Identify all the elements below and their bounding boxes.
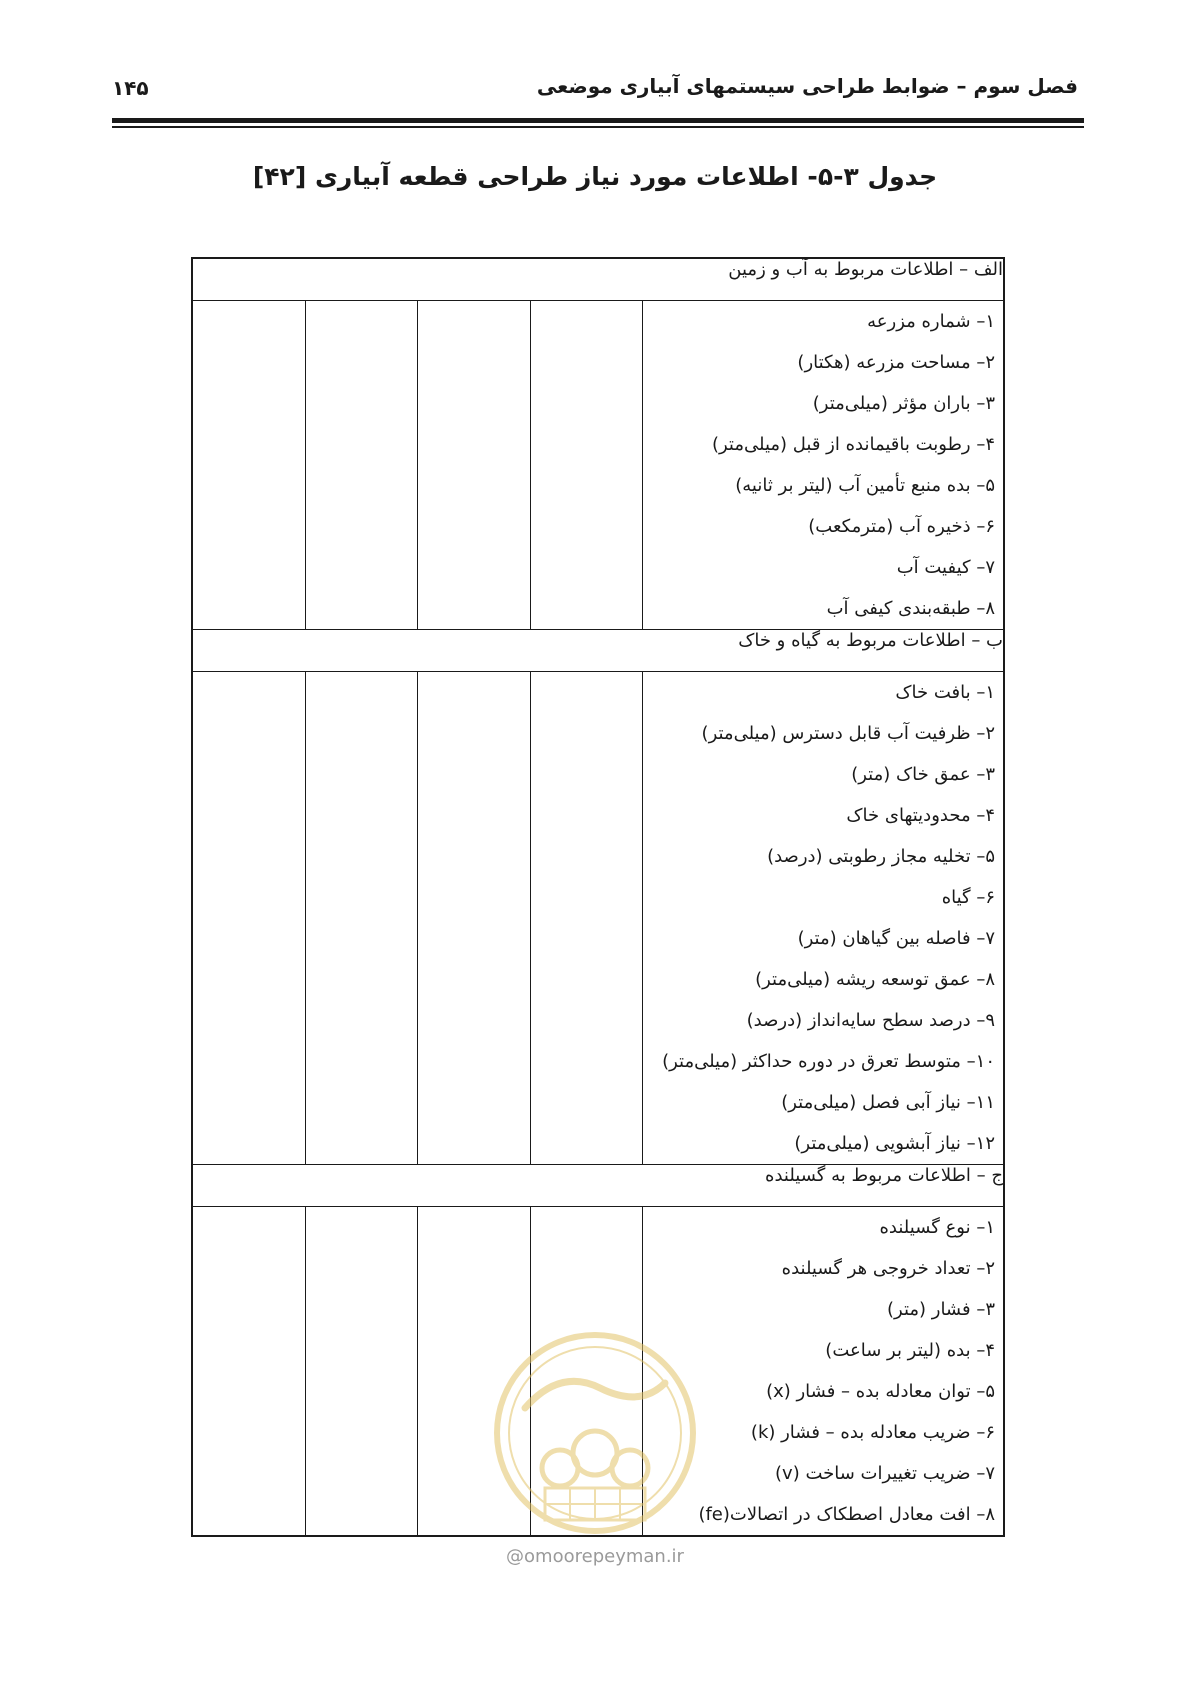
entry-cell <box>305 1207 418 1537</box>
list-item: ۵– توان معادله بده – فشار (x) <box>766 1381 995 1402</box>
items-cell <box>643 672 1004 1165</box>
list-item: ۲– تعداد خروجی هر گسیلنده <box>781 1258 995 1279</box>
list-item: ۴– محدودیتهای خاک <box>846 805 995 826</box>
items-cell <box>643 1207 1004 1537</box>
list-item: ۵– تخلیه مجاز رطوبتی (درصد) <box>767 846 995 867</box>
list-item: ۴– بده (لیتر بر ساعت) <box>825 1340 995 1361</box>
section-body-row <box>192 301 1004 630</box>
items-cell <box>643 301 1004 630</box>
list-item: ۸– عمق توسعه ریشه (میلی‌متر) <box>755 969 995 990</box>
header-rule-thin <box>112 126 1084 128</box>
header-rule-thick <box>112 118 1084 123</box>
list-item: ۵– بده منبع تأمین آب (لیتر بر ثانیه) <box>735 475 995 496</box>
list-item: ۷– ضریب تغییرات ساخت (v) <box>775 1463 995 1484</box>
list-item: ۳– فشار (متر) <box>886 1299 995 1320</box>
list-item: ۳– عمق خاک (متر) <box>851 764 995 785</box>
entry-cell <box>418 1207 531 1537</box>
page-number: ۱۴۵ <box>112 76 149 100</box>
list-item: ۱۲– نیاز آبشویی (میلی‌متر) <box>794 1133 995 1154</box>
list-item: ۷– کیفیت آب <box>896 557 995 578</box>
entry-cell <box>530 301 643 630</box>
list-item: ۱۰– متوسط تعرق در دوره حداکثر (میلی‌متر) <box>662 1051 995 1072</box>
table-title: جدول ۳-۵- اطلاعات مورد نیاز طراحی قطعه آبیاری [۴۲] <box>252 162 938 191</box>
list-item: ۶– ذخیره آب (مترمکعب) <box>808 516 995 537</box>
list-item: ۹– درصد سطح سایه‌انداز (درصد) <box>746 1010 995 1031</box>
section-title: ب – اطلاعات مربوط به گیاه و خاک <box>192 630 1004 672</box>
list-item: ۲– مساحت مزرعه (هکتار) <box>797 352 995 373</box>
list-item: ۱– بافت خاک <box>895 682 995 703</box>
list-item: ۳– باران مؤثر (میلی‌متر) <box>812 393 995 414</box>
entry-cell <box>192 1207 305 1537</box>
section-title: ج – اطلاعات مربوط به گسیلنده <box>192 1165 1004 1207</box>
entry-cell <box>530 672 643 1165</box>
list-item: ۶– گیاه <box>941 887 995 908</box>
list-item: ۲– ظرفیت آب قابل دسترس (میلی‌متر) <box>701 723 995 744</box>
entry-cell <box>418 672 531 1165</box>
list-item: ۶– ضریب معادله بده – فشار (k) <box>750 1422 995 1443</box>
entry-cell <box>305 672 418 1165</box>
list-item: ۱– شماره مزرعه <box>867 311 995 332</box>
chapter-header: فصل سوم – ضوابط طراحی سیستمهای آبیاری موضعی <box>536 74 1078 98</box>
list-item: ۸– افت معادل اصطکاک در اتصالات(fe) <box>698 1504 995 1525</box>
entry-cell <box>192 301 305 630</box>
section-header-row <box>192 630 1004 672</box>
section-body-row <box>192 1207 1004 1537</box>
watermark-url: @omoorepeyman.ir <box>506 1546 684 1567</box>
list-item: ۱– نوع گسیلنده <box>879 1217 995 1238</box>
entry-cell <box>530 1207 643 1537</box>
section-header-row <box>192 1165 1004 1207</box>
list-item: ۱۱– نیاز آبی فصل (میلی‌متر) <box>781 1092 995 1113</box>
list-item: ۷– فاصله بین گیاهان (متر) <box>797 928 995 949</box>
design-data-table <box>191 257 1005 1537</box>
section-title: الف – اطلاعات مربوط به آب و زمین <box>192 258 1004 301</box>
entry-cell <box>192 672 305 1165</box>
list-item: ۴– رطوبت باقیمانده از قبل (میلی‌متر) <box>711 434 995 455</box>
section-header-row <box>192 258 1004 301</box>
section-body-row <box>192 672 1004 1165</box>
list-item: ۸– طبقه‌بندی کیفی آب <box>826 598 995 619</box>
entry-cell <box>305 301 418 630</box>
entry-cell <box>418 301 531 630</box>
